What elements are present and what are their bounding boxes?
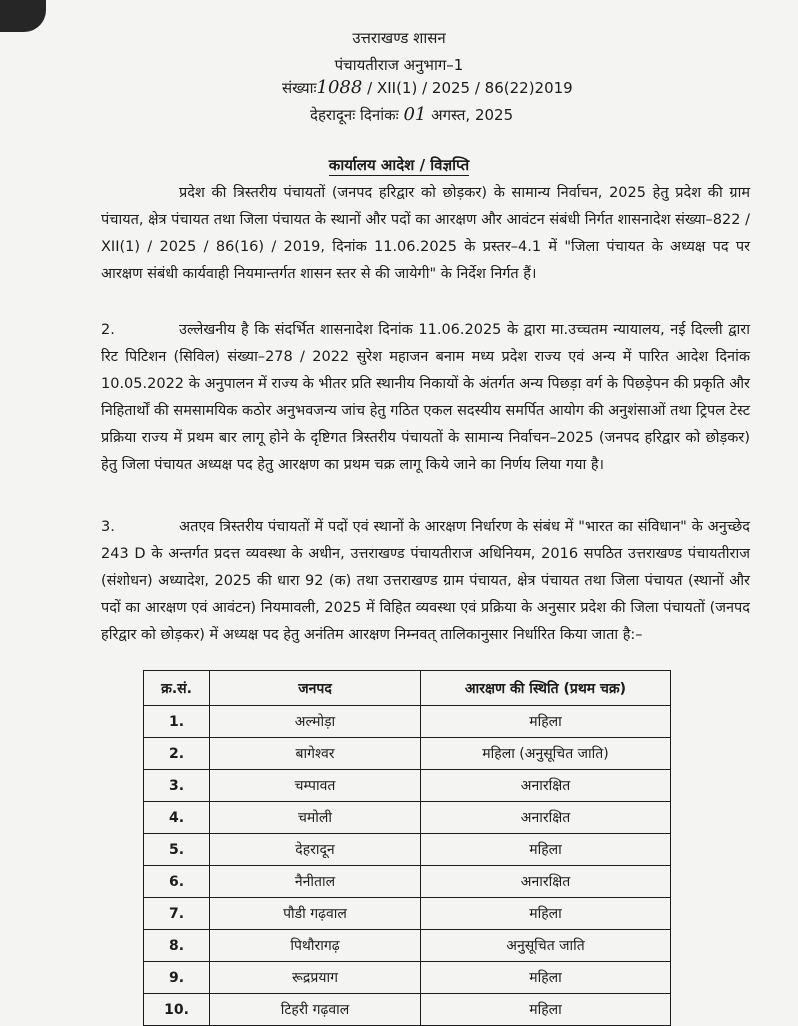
heading-text: कार्यालय आदेश / विज्ञप्ति xyxy=(328,156,470,174)
district-cell: देहरादून xyxy=(210,834,421,866)
serial-cell: 2. xyxy=(144,738,210,770)
section-name: पंचायतीराज अनुभाग–1 xyxy=(334,56,464,74)
header-serial: क्र.सं. xyxy=(144,671,210,706)
reference-handwritten: 1088 xyxy=(316,77,363,98)
table-row xyxy=(144,930,671,962)
status-cell: महिला (अनुसूचित जाति) xyxy=(421,738,671,770)
district-cell: अल्मोड़ा xyxy=(210,706,421,738)
serial-cell: 4. xyxy=(144,802,210,834)
status-cell: महिला xyxy=(421,834,671,866)
header-status: आरक्षण की स्थिति (प्रथम चक्र) xyxy=(421,671,671,706)
district-cell: टिहरी गढ़वाल xyxy=(210,994,421,1026)
table-row xyxy=(144,834,671,866)
table-row xyxy=(144,898,671,930)
header-district: जनपद xyxy=(210,671,421,706)
table-row xyxy=(144,994,671,1026)
table-row xyxy=(144,706,671,738)
date-handwritten: 01 xyxy=(403,104,427,125)
serial-cell: 5. xyxy=(144,834,210,866)
table-row xyxy=(144,802,671,834)
govt-name: उत्तराखण्ड शासन xyxy=(352,29,446,47)
paragraph-3-text: अतएव त्रिस्तरीय पंचायतों में पदों एवं स्थानों के आरक्षण निर्धारण के संबंध में "भारत का संविधान" के अनुच्छेद 243 D के अन्तर्गत प्रदत्त व्यवस्था के अधीन, उत्तराखण्ड पंचायतीराज अधिनियम, 2016 सपठित उत्तराखण्ड पंचायतीराज (संशोधन) अध्यादेश, 2025 की धारा 92 (क) तथा उत्तराखण्ड ग्राम पंचायत, क्षेत्र पंचायत तथा जिला पंचायत (स्थानों और पदों का आरक्षण एवं आवंटन) नियमावली, 2025 में विहित व्यवस्था एवं प्रक्रिया के अनुसार प्रदेश की जिला पंचायतों (जनपद हरिद्वार को छोड़कर) में अध्यक्ष पद हेतु अनंतिम आरक्षण निम्नवत् तालिकानुसार निर्धारित किया जाता है:– xyxy=(101,519,750,643)
serial-cell: 3. xyxy=(144,770,210,802)
district-cell: चम्पावत xyxy=(210,770,421,802)
table-row xyxy=(144,738,671,770)
date-rest: अगस्त, 2025 xyxy=(431,106,514,124)
status-cell: अनारक्षित xyxy=(421,802,671,834)
district-cell: पौडी गढ़वाल xyxy=(210,898,421,930)
status-cell: महिला xyxy=(421,994,671,1026)
serial-cell: 9. xyxy=(144,962,210,994)
table-row xyxy=(144,866,671,898)
district-cell: बागेश्वर xyxy=(210,738,421,770)
place-date xyxy=(310,104,513,125)
status-cell: महिला xyxy=(421,962,671,994)
paragraph-2-number: 2. xyxy=(101,322,115,338)
table-header-row xyxy=(144,671,671,706)
paragraph-3-number: 3. xyxy=(101,519,115,535)
status-cell: महिला xyxy=(421,898,671,930)
serial-cell: 1. xyxy=(144,706,210,738)
district-cell: नैनीताल xyxy=(210,866,421,898)
serial-cell: 8. xyxy=(144,930,210,962)
date-label: देहरादूनः दिनांकः xyxy=(310,106,399,124)
reference-number xyxy=(282,77,573,98)
paragraph-2-text: उल्लेखनीय है कि संदर्भित शासनादेश दिनांक 11.06.2025 के द्वारा मा.उच्चतम न्यायालय, नई दिल्ली द्वारा रिट पिटिशन (सिविल) संख्या–278 / 2022 सुरेश महाजन बनाम मध्य प्रदेश राज्य एवं अन्य में पारित आदेश दिनांक 10.05.2022 के अनुपालन में राज्य के भीतर प्रति स्थानीय निकायों के अंतर्गत अन्य पिछड़ा वर्ग के पिछड़ेपन की प्रकृति और निहितार्थों की समसामयिक कठोर अनुभवजन्य जांच हेतु गठित एकल सदस्यीय समर्पित आयोग की अनुशंसाओं तथा ट्रिपल टेस्ट प्रक्रिया राज्य में प्रथम बार लागू होने के दृष्टिगत त्रिस्तरीय पंचायतों के सामान्य निर्वाचन–2025 (जनपद हरिद्वार को छोड़कर) हेतु जिला पंचायत अध्यक्ष पद हेतु आरक्षण का प्रथम चक्र लागू किये जाने का निर्णय लिया गया है। xyxy=(101,322,750,473)
reference-label: संख्याः xyxy=(282,79,317,97)
reservation-table xyxy=(143,670,671,1026)
document-heading xyxy=(0,155,798,175)
serial-cell: 10. xyxy=(144,994,210,1026)
paragraph-2 xyxy=(101,317,750,479)
reference-rest: / XII(1) / 2025 / 86(22)2019 xyxy=(367,79,573,97)
district-cell: रूद्रप्रयाग xyxy=(210,962,421,994)
paragraph-3 xyxy=(101,514,750,649)
status-cell: अनुसूचित जाति xyxy=(421,930,671,962)
serial-cell: 7. xyxy=(144,898,210,930)
table-row xyxy=(144,770,671,802)
status-cell: अनारक्षित xyxy=(421,770,671,802)
district-cell: पिथौरागढ़ xyxy=(210,930,421,962)
status-cell: महिला xyxy=(421,706,671,738)
serial-cell: 6. xyxy=(144,866,210,898)
paragraph-1 xyxy=(101,180,750,288)
district-cell: चमोली xyxy=(210,802,421,834)
table-row xyxy=(144,962,671,994)
status-cell: अनारक्षित xyxy=(421,866,671,898)
paragraph-1-text: प्रदेश की त्रिस्तरीय पंचायतों (जनपद हरिद्वार को छोड़कर) के सामान्य निर्वाचन, 2025 हेतु प्रदेश की ग्राम पंचायत, क्षेत्र पंचायत तथा जिला पंचायत के स्थानों और पदों का आरक्षण और आवंटन संबंधी निर्गत शासनादेश संख्या–822 / XII(1) / 2025 / 86(16) / 2019, दिनांक 11.06.2025 के प्रस्तर–4.1 में "जिला पंचायत के अध्यक्ष पद पर आरक्षण संबंधी कार्यवाही नियमान्तर्गत शासन स्तर से की जायेगी" के निर्देश निर्गत हैं। xyxy=(101,185,750,282)
